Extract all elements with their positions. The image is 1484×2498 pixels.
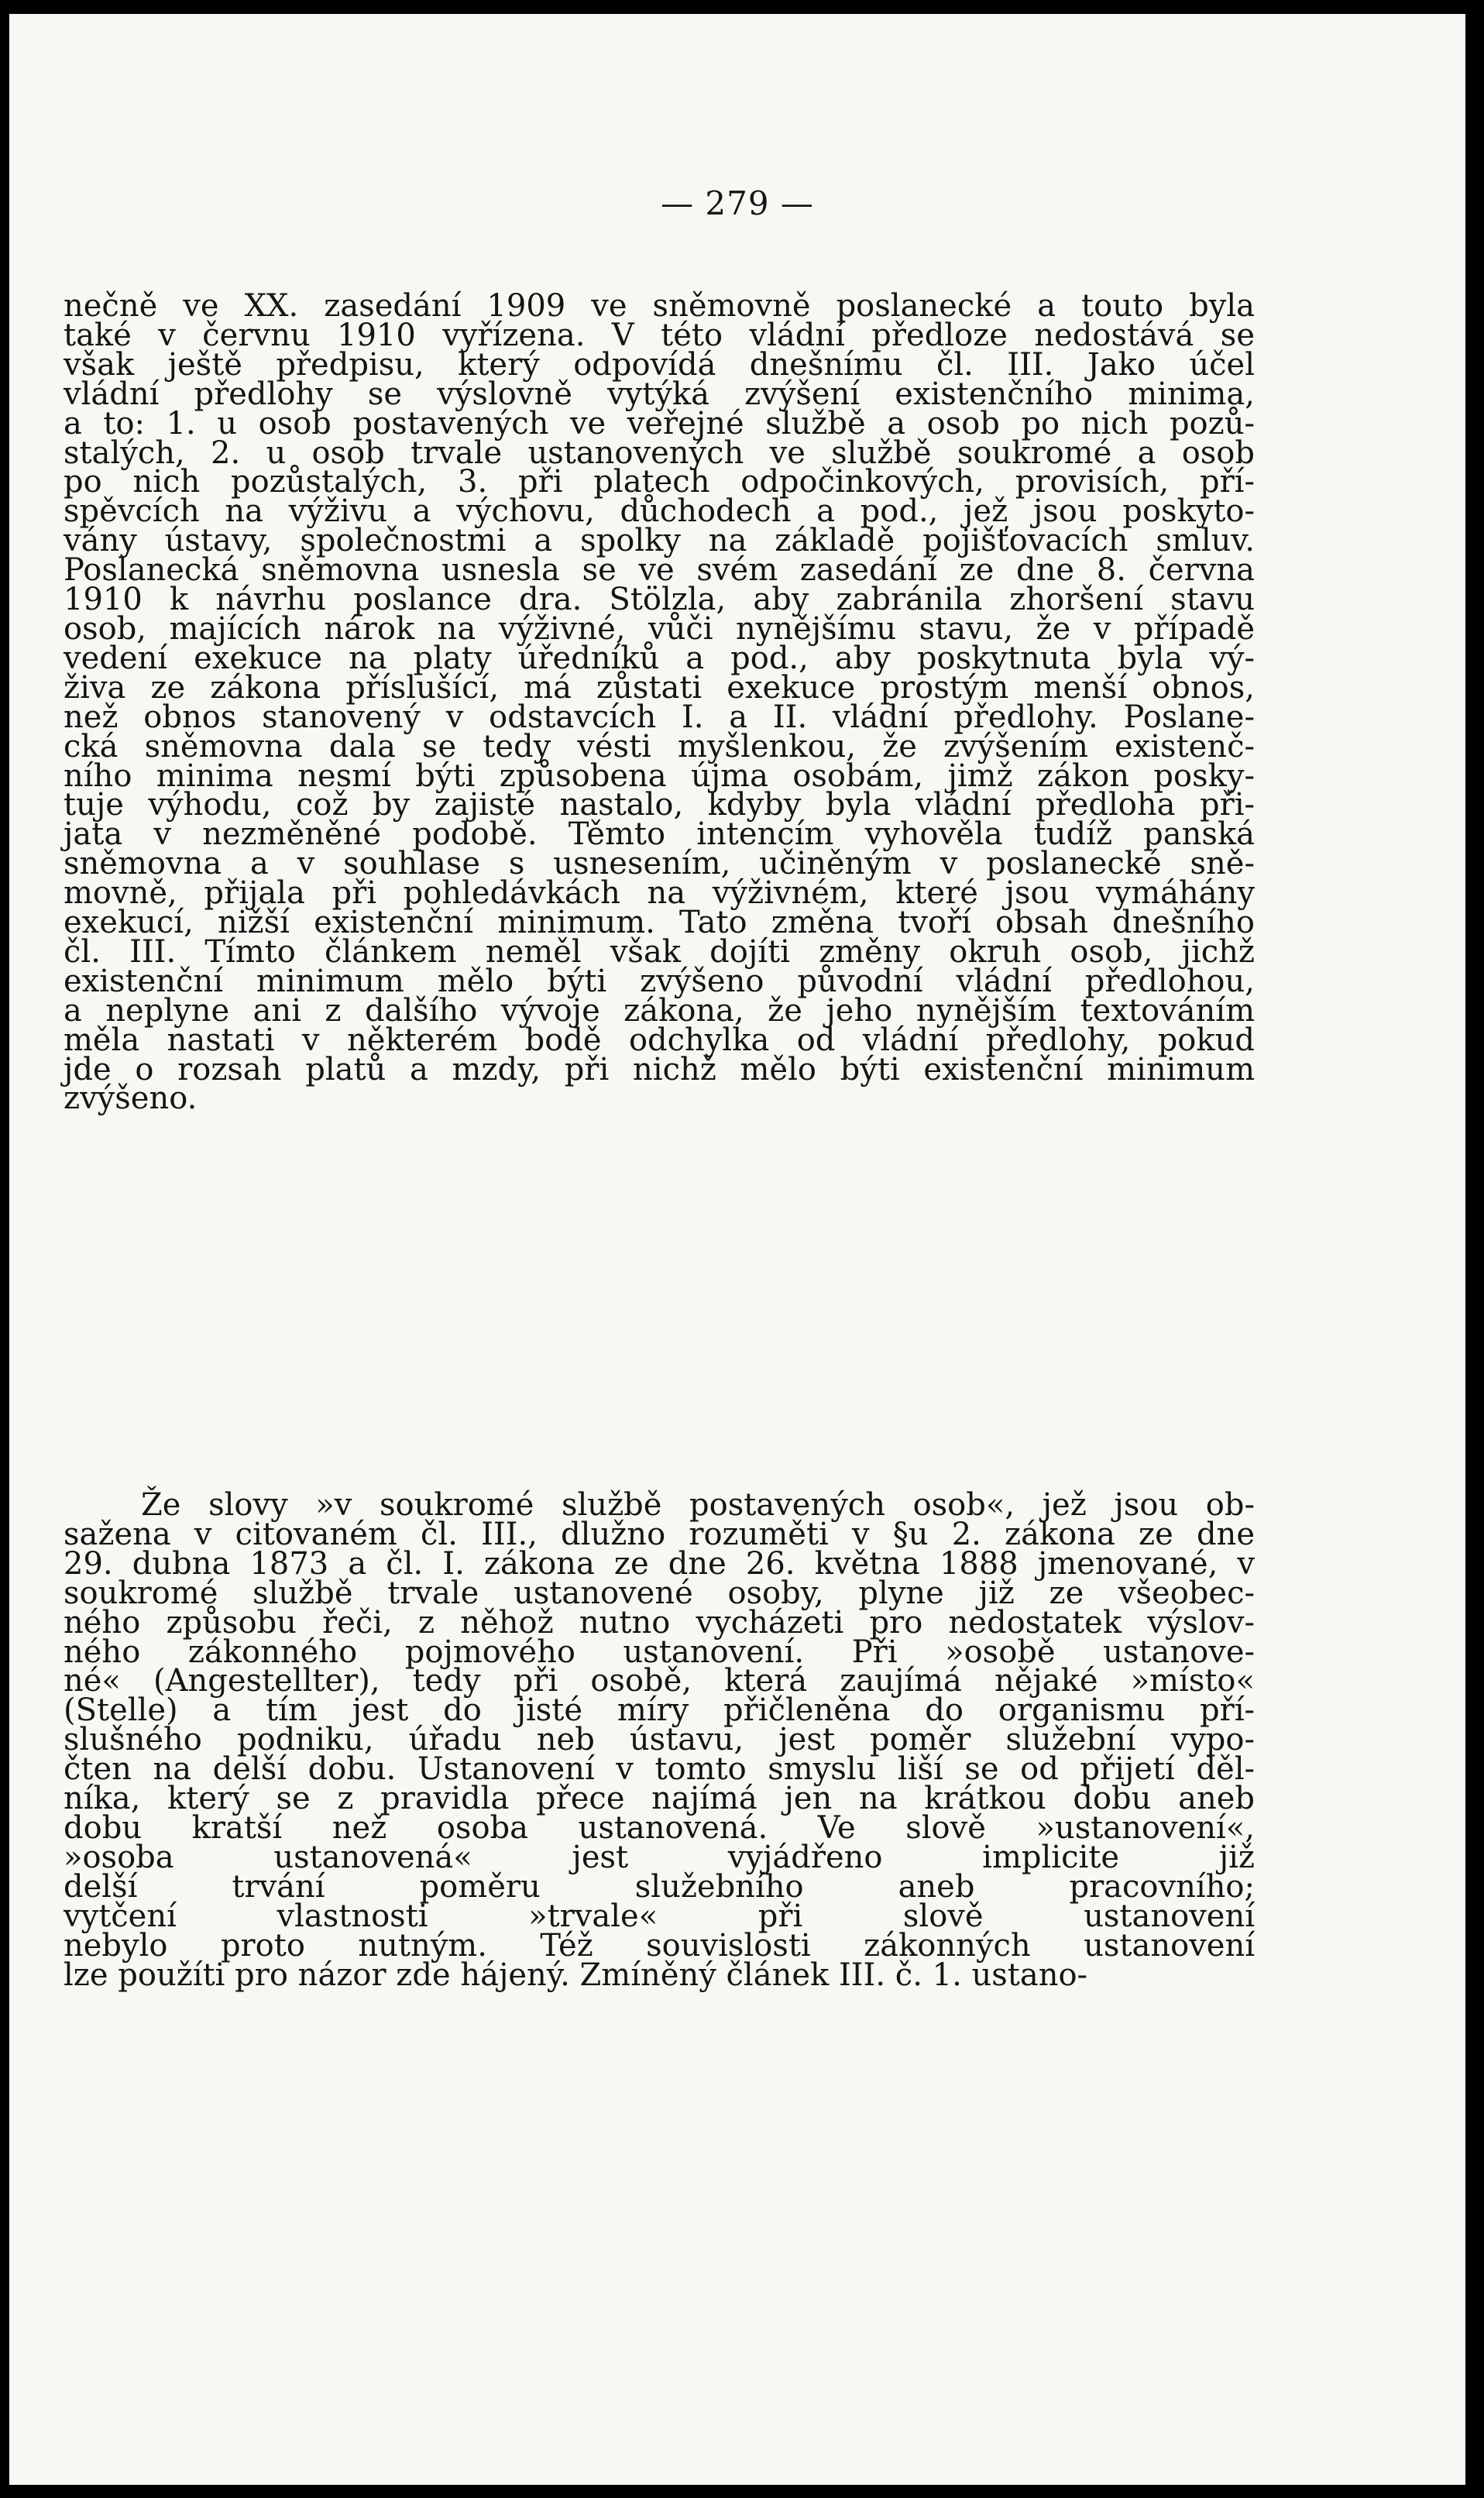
text-line: tuje výhodu, což by zajisté nastalo, kdyby byla vládní předloha při- <box>64 787 1255 823</box>
paragraph-2 <box>64 1487 1255 1993</box>
text-line: a neplyne ani z dalšího vývoje zákona, že jeho nynějším textováním <box>64 992 1255 1029</box>
text-line: Poslanecká sněmovna usnesla se ve svém zasedání ze dne 8. června <box>64 552 1255 589</box>
text-line: existenční minimum mělo býti zvýšeno původní vládní předlohou, <box>64 963 1255 999</box>
text-line: zvýšeno. <box>64 1081 198 1117</box>
text-line: níka, který se z pravidla přece najímá jen na krátkou dobu aneb <box>64 1781 1255 1817</box>
text-line: lze použíti pro názor zde hájený. Zmíněný článek III. č. 1. ustano- <box>64 1957 1088 1993</box>
page-number: — 279 — <box>661 184 814 222</box>
text-line: osob, majících nárok na výživné, vůči nynějšímu stavu, že v případě <box>64 610 1255 647</box>
text-line: 29. dubna 1873 a čl. I. zákona ze dne 26. května 1888 jmenované, v <box>64 1545 1255 1582</box>
text-line: čl. III. Tímto článkem neměl však dojíti změny okruh osob, jichž <box>64 933 1255 970</box>
text-line: (Stelle) a tím jest do jisté míry přičleněna do organismu pří- <box>64 1692 1255 1729</box>
text-line: vány ústavy, společnostmi a spolky na základě pojišťovacích smluv. <box>64 523 1255 559</box>
paragraph-1 <box>64 288 1255 1117</box>
text-line: né« (Angestellter), tedy při osobě, která zaujímá nějaké »místo« <box>64 1663 1255 1699</box>
text-line: ného zákonného pojmového ustanovení. Při »osobě ustanove- <box>64 1634 1255 1670</box>
text-line: exekucí, nižší existenční minimum. Tato změna tvoří obsah dnešního <box>64 905 1255 941</box>
text-line: sažena v citovaném čl. III., dlužno rozuměti v §u 2. zákona ze dne <box>64 1516 1255 1552</box>
text-line: cká sněmovna dala se tedy vésti myšlenkou, že zvýšením existenč- <box>64 728 1255 765</box>
text-line: než obnos stanovený v odstavcích I. a II. vládní předlohy. Poslane- <box>64 699 1255 735</box>
text-line: vládní předlohy se výslovně vytýká zvýšení existenčního minima, <box>64 376 1255 412</box>
text-line: vytčení vlastnosti »trvale« při slově ustanovení <box>64 1898 1255 1934</box>
text-line: slušného podniku, úřadu neb ústavu, jest poměr služební vypo- <box>64 1722 1255 1758</box>
text-line: delší trvání poměru služebního aneb pracovního; <box>64 1868 1255 1905</box>
text-line: také v červnu 1910 vyřízena. V této vládní předloze nedostává se <box>64 317 1255 353</box>
text-line: sněmovna a v souhlase s usnesením, učiněným v poslanecké sně- <box>64 846 1255 882</box>
text-line: ného způsobu řeči, z něhož nutno vycházeti pro nedostatek výslov- <box>64 1604 1255 1641</box>
book-page <box>9 14 1465 2485</box>
text-line: soukromé službě trvale ustanovené osoby, plyne již ze všeobec- <box>64 1575 1255 1611</box>
text-line: nečně ve XX. zasedání 1909 ve sněmovně poslanecké a touto byla <box>64 288 1255 324</box>
text-line: nebylo proto nutným. Též souvislosti zákonných ustanovení <box>64 1927 1255 1964</box>
text-line: movně, přijala při pohledávkách na výživném, které jsou vymáhány <box>64 875 1255 912</box>
text-line: čten na delší dobu. Ustanovení v tomto smyslu liší se od přijetí děl- <box>64 1751 1255 1788</box>
text-line: jde o rozsah platů a mzdy, při nichž mělo býti existenční minimum <box>64 1051 1255 1088</box>
text-line: stalých, 2. u osob trvale ustanovených ve službě soukromé a osob <box>64 435 1255 471</box>
text-line: spěvcích na výživu a výchovu, důchodech a pod., jež jsou poskyto- <box>64 493 1255 530</box>
text-line: a to: 1. u osob postavených ve veřejné službě a osob po nich pozů- <box>64 405 1255 442</box>
text-line: ního minima nesmí býti způsobena újma osobám, jimž zákon posky- <box>64 758 1255 794</box>
text-line: po nich pozůstalých, 3. při platech odpočinkových, provisích, pří- <box>64 464 1255 500</box>
text-line: »osoba ustanovená« jest vyjádřeno implicite již <box>64 1839 1255 1875</box>
text-line: dobu kratší než osoba ustanovená. Ve slově »ustanovení«, <box>64 1809 1255 1846</box>
text-line: živa ze zákona příslušící, má zůstati exekuce prostým menší obnos, <box>64 669 1255 706</box>
text-line: Že slovy »v soukromé službě postavených osob«, jež jsou ob- <box>141 1487 1255 1523</box>
text-line: jata v nezměněné podobě. Těmto intencím vyhověla tudíž panská <box>64 816 1255 853</box>
text-line: však ještě předpisu, který odpovídá dnešnímu čl. III. Jako účel <box>64 346 1255 383</box>
text-line: vedení exekuce na platy úředníků a pod., aby poskytnuta byla vý- <box>64 640 1255 676</box>
text-line: 1910 k návrhu poslance dra. Stölzla, aby zabránila zhoršení stavu <box>64 582 1255 618</box>
text-line: měla nastati v některém bodě odchylka od vládní předlohy, pokud <box>64 1022 1255 1058</box>
